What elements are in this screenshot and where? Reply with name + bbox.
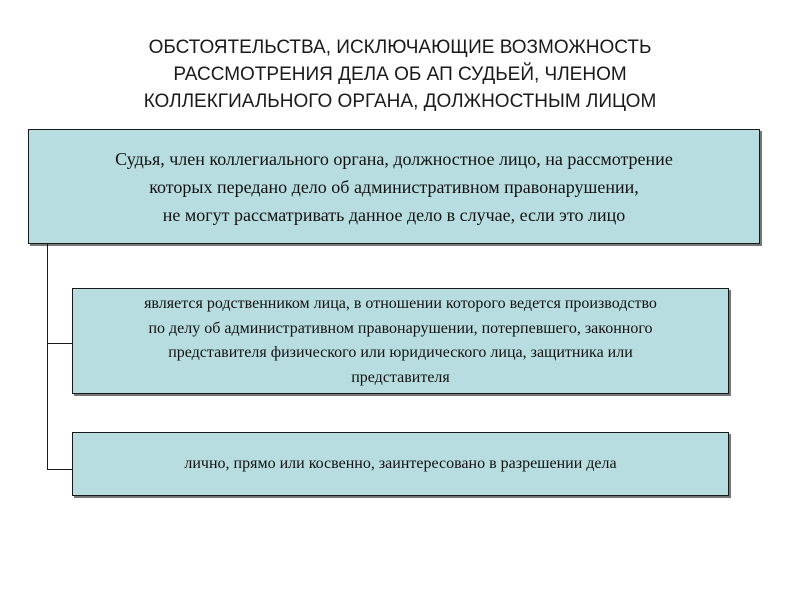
slide-title	[40, 34, 760, 115]
title-line: ОБСТОЯТЕЛЬСТВА, ИСКЛЮЧАЮЩИЕ ВОЗМОЖНОСТЬ	[148, 37, 652, 58]
circumstance-box-relative	[72, 288, 729, 394]
main-box-line: которых передано дело об административном правонарушении,	[149, 176, 639, 197]
item-line: является родственником лица, в отношении которого ведется производство	[144, 295, 657, 312]
connector-vertical-line	[47, 244, 48, 470]
item-line: лично, прямо или косвенно, заинтересовано в разрешении дела	[184, 455, 617, 472]
main-condition-box	[28, 129, 760, 244]
main-box-line: Судья, член коллегиального органа, должностное лицо, на рассмотрение	[115, 148, 673, 169]
item-line: представителя	[351, 368, 450, 386]
circumstance-box-interested	[72, 432, 729, 496]
title-line: КОЛЛЕКГИАЛЬНОГО ОРГАНА, ДОЛЖНОСТНЫМ ЛИЦОМ	[143, 91, 657, 112]
main-box-line: не могут рассматривать данное дело в случае, если это лицо	[162, 204, 626, 225]
item-line: по делу об административном правонарушении, потерпевшего, законного	[148, 319, 653, 337]
item-line: представителя физического или юридического лица, защитника или	[168, 344, 633, 361]
connector-branch-1	[47, 343, 72, 344]
connector-branch-2	[47, 469, 72, 470]
title-line: РАССМОТРЕНИЯ ДЕЛА ОБ АП СУДЬЕЙ, ЧЛЕНОМ	[173, 64, 627, 85]
